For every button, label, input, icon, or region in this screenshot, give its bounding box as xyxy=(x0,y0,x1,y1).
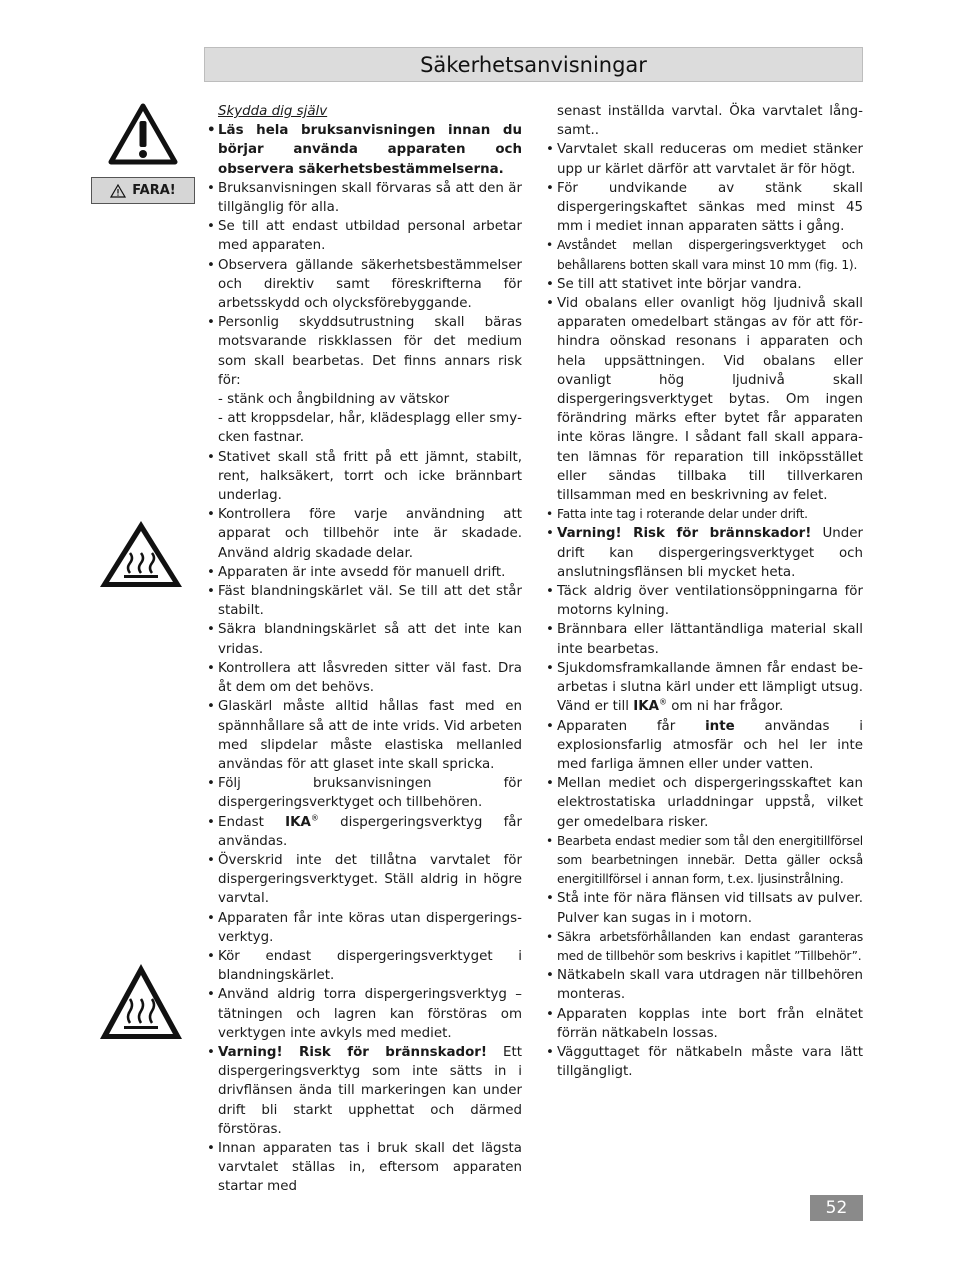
warning-triangle-icon xyxy=(108,103,178,169)
section-heading: Skydda dig själv xyxy=(218,104,328,119)
list-item: • För undvikande av stänk skall dispergeringskaftet sänkas med minst 45 mm i mediet innan apparaten sätts i gång. xyxy=(544,179,863,237)
list-item: • Använd aldrig torra dispergeringsverktyg – tätningen och lagren kan förstöras om verktygen inte avkyls med mediet. xyxy=(205,985,522,1043)
page-title: Säkerhetsanvisningar xyxy=(204,47,863,82)
item-text: Endast xyxy=(218,814,286,830)
item-text: Sjukdomsframkallande ämnen får endast bearbetas i slutna kärl under ett lämpligt utsug. Vänd er till xyxy=(557,660,863,715)
list-item: • Innan apparaten tas i bruk skall det lägsta varvtalet ställas in, eftersom apparaten startar med xyxy=(205,1139,522,1197)
list-item: • Bruksanvisningen skall förvaras så att den är tillgänglig för alla. xyxy=(205,179,522,217)
warning-text: Varning! Risk för brännskador! xyxy=(218,1044,488,1060)
list-item xyxy=(544,659,863,717)
list-item: • Glaskärl måste alltid hållas fast med en spännhållare så att de inte vrids. Vid arbeten med slipdelar måste elastiska mellanled användas för att glaset inte skall spricka. xyxy=(205,697,522,774)
item-text: Ett dispergeringsverktyg som inte sätts in i drivflänsen ända till markeringen kan under drift bli starkt upphettat och därmed förstöras. xyxy=(218,1044,522,1137)
small-warning-icon xyxy=(110,184,126,198)
list-item: - stänk och ångbildning av vätskor xyxy=(218,392,450,408)
page-number: 52 xyxy=(810,1195,863,1221)
list-item: • Vid obalans eller ovanligt hög ljudnivå skall apparaten omedelbart stängas av för att förhindra oönskad resonans i apparaten och hela uppsättningen. Vid obalans eller ovanligt hög ljudnivå skall dispergeringsverktyget bytas. Om ingen förändring märks efter bytet får apparaten inte köras längre. I sådant fall skall apparaten lämnas för reparation till inköpsstället eller sändas tillbaka till tillverkaren tillsamman med en beskrivning av felet. xyxy=(544,294,863,505)
list-item: • Observera gällande säkerhetsbestämmelser och direktiv samt föreskrifterna för arbetsskydd och olycksförebyggande. xyxy=(205,256,522,314)
list-item: • Kontrollera före varje användning att apparat och tillbehör inte är skadade. Använd aldrig skadade delar. xyxy=(205,505,522,563)
list-item: senast inställda varvtal. Öka varvtalet långsamt.. xyxy=(557,104,863,139)
list-item: • Avståndet mellan dispergeringsverktyget och behållarens botten skall vara minst 10 mm (fig. 1). xyxy=(544,236,863,274)
list-item: • Apparaten kopplas inte bort från elnätet förrän nätkabeln lossas. xyxy=(544,1005,863,1043)
list-item: • Apparaten är inte avsedd för manuell drift. xyxy=(205,563,522,582)
emphasis-text: inte xyxy=(705,718,735,734)
hot-surface-icon xyxy=(98,519,184,593)
list-item: - att kroppsdelar, hår, klädesplagg eller smycken fastnar. xyxy=(218,411,522,446)
danger-label-text: FARA! xyxy=(132,183,176,198)
item-text: Under drift kan dispergeringsverktyget och anslutningsflänsen bli mycket heta. xyxy=(557,526,863,580)
left-safety-list xyxy=(205,121,522,1196)
list-item: • Fatta inte tag i roterande delar under drift. xyxy=(544,505,863,524)
list-item: • Stativet skall stå fritt på ett jämnt, stabilt, rent, halksäkert, torrt och icke brännbart underlag. xyxy=(205,448,522,506)
list-item: • Följ bruksanvisningen för dispergeringsverktyget och tillbehören. xyxy=(205,774,522,812)
right-column xyxy=(544,102,863,1081)
list-item xyxy=(544,524,863,582)
danger-label xyxy=(91,177,195,204)
left-column xyxy=(205,102,522,1197)
item-text: Apparaten får xyxy=(557,718,706,734)
list-item: • Överskrid inte det tillåtna varvtalet för dispergeringsverktyget. Ställ aldrig in högre varvtal. xyxy=(205,851,522,909)
list-item xyxy=(544,717,863,775)
list-item: • Se till att stativet inte börjar vandra. xyxy=(544,275,863,294)
list-item: • Kör endast dispergeringsverktyget i blandningskärlet. xyxy=(205,947,522,985)
list-item: • Vägguttaget för nätkabeln måste vara lätt tillgängligt. xyxy=(544,1043,863,1081)
item-text: användas i explosionsfarlig atmosfär och hel ler inte med farliga ämnen eller under vatten. xyxy=(557,718,863,772)
list-item: • Stå inte för nära flänsen vid tillsats av pulver. Pulver kan sugas in i motorn. xyxy=(544,889,863,927)
list-item: • Bearbeta endast medier som tål den energitillförsel som bearbetningen innebär. Detta gäller också energitillförsel i annan form, t.ex. ljusinstrålning. xyxy=(544,832,863,890)
right-safety-list xyxy=(544,102,863,1081)
list-item: • Täck aldrig över ventilationsöppningarna för motorns kylning. xyxy=(544,582,863,620)
warning-text: Varning! Risk för brännskador! xyxy=(557,526,812,542)
list-item: • Brännbara eller lättantändliga material skall inte bearbetas. xyxy=(544,620,863,658)
list-item xyxy=(205,1043,522,1139)
item-text: dispergeringsverktyg får användas. xyxy=(218,814,522,849)
list-item: • Säkra arbetsförhållanden kan endast garanteras med de tillbehör som beskrivs i kapitlet ”Tillbehör”. xyxy=(544,928,863,966)
list-item: • Säkra blandningskärlet så att det inte kan vridas. xyxy=(205,620,522,658)
list-item: • Läs hela bruksanvisningen innan du börjar använda apparaten och observera säkerhetsbestämmelserna. xyxy=(205,121,522,179)
list-item: • Mellan mediet och dispergeringsskaftet kan elektrostatiska urladdningar uppstå, vilket ger omedelbara risker. xyxy=(544,774,863,832)
hot-surface-icon-2 xyxy=(98,962,184,1046)
list-item: • Varvtalet skall reduceras om mediet stänker upp ur kärlet därför att varvtalet är för högt. xyxy=(544,140,863,178)
list-item: • Nätkabeln skall vara utdragen när tillbehören monteras. xyxy=(544,966,863,1004)
list-item: • Personlig skyddsutrustning skall bäras motsvarande riskklassen för det medium som skall bearbetas. Det finns annars risk för: xyxy=(205,313,522,390)
list-item: • Kontrollera att låsvreden sitter väl fast. Dra åt dem om det behövs. xyxy=(205,659,522,697)
list-item: • Se till att endast utbildad personal arbetar med apparaten. xyxy=(205,217,522,255)
registered-mark: ® xyxy=(310,813,319,823)
brand-name: IKA xyxy=(633,699,659,715)
list-item: • Apparaten får inte köras utan dispergeringsverktyg. xyxy=(205,909,522,947)
list-item xyxy=(205,813,522,851)
item-text: om ni har frågor. xyxy=(666,699,784,715)
registered-mark: ® xyxy=(658,697,667,707)
brand-name: IKA xyxy=(285,814,311,830)
list-item: • Fäst blandningskärlet väl. Se till att det står stabilt. xyxy=(205,582,522,620)
